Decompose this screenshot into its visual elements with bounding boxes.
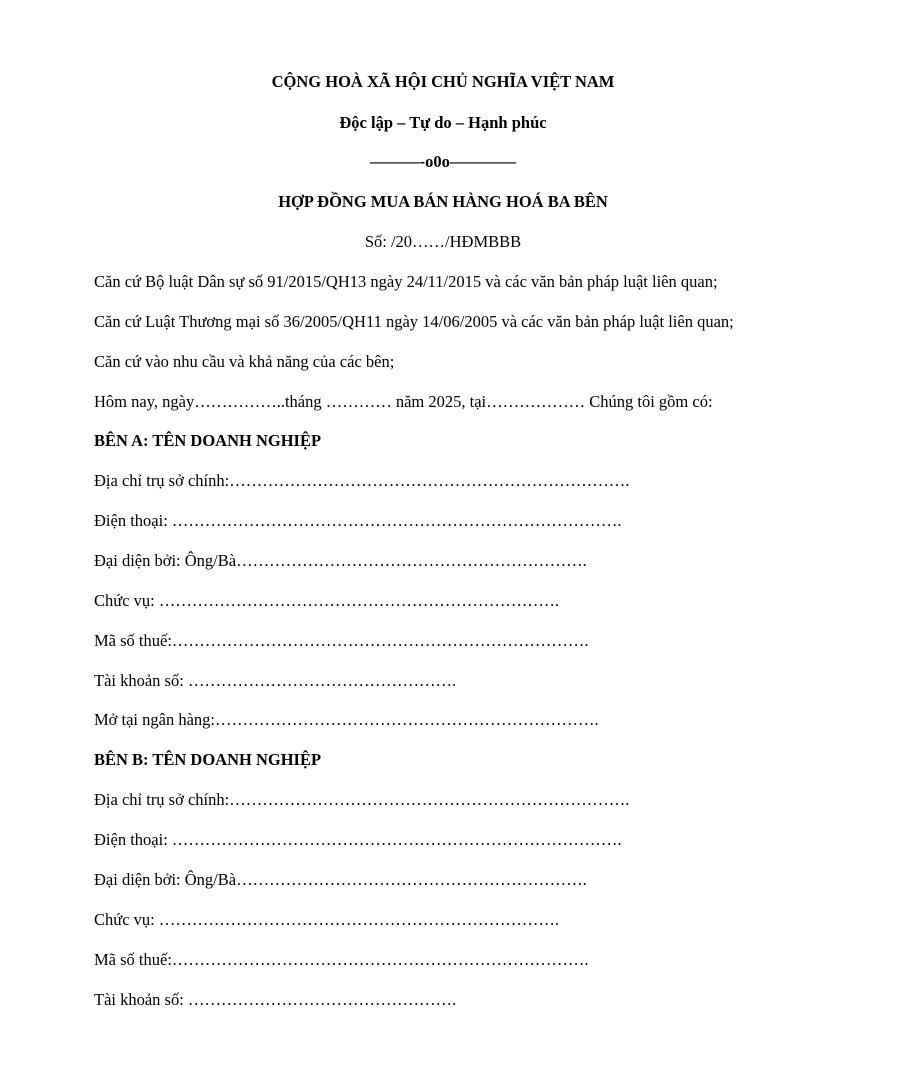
party-b-tax-code: Mã số thuế:…………………………………………………………………. [94,950,589,969]
party-b-heading: BÊN B: TÊN DOANH NGHIỆP [94,750,322,769]
party-a-phone: Điện thoại: ………………………………………………………………………. [94,511,622,530]
party-a-position: Chức vụ: ………………………………………………………………. [94,591,559,610]
party-a-tax-code: Mã số thuế:…………………………………………………………………. [94,631,589,650]
party-a-account-number: Tài khoản số: …………………………………………. [94,671,457,690]
party-b-representative: Đại diện bởi: Ông/Bà………………………………………………………. [94,870,587,889]
party-a-representative: Đại diện bởi: Ông/Bà………………………………………………………. [94,551,587,570]
motto: Độc lập – Tự do – Hạnh phúc [339,113,547,132]
party-b-position: Chức vụ: ………………………………………………………………. [94,910,559,929]
legal-basis-needs: Căn cứ vào nhu cầu và khả năng của các bên; [94,352,395,371]
party-b-account-number: Tài khoản số: …………………………………………. [94,990,457,1009]
contract-number: Số: /20……/HĐMBBB [364,232,522,251]
party-a-heading: BÊN A: TÊN DOANH NGHIỆP [94,431,322,450]
legal-basis-civil-code: Căn cứ Bộ luật Dân sự số 91/2015/QH13 ngày 24/11/2015 và các văn bản pháp luật liên quan; [94,272,718,291]
party-b-address: Địa chỉ trụ sở chính:………………………………………………………………. [94,790,630,809]
party-a-bank: Mở tại ngân hàng:……………………………………………………………. [94,710,599,729]
nation-heading: CỘNG HOÀ XÃ HỘI CHỦ NGHĨA VIỆT NAM [271,72,615,91]
contract-title: HỢP ĐỒNG MUA BÁN HÀNG HOÁ BA BÊN [278,192,608,211]
divider: ———-o0o———— [370,152,516,171]
party-a-address: Địa chỉ trụ sở chính:………………………………………………………………. [94,471,630,490]
legal-basis-commercial-law: Căn cứ Luật Thương mại số 36/2005/QH11 ngày 14/06/2005 và các văn bản pháp luật liên quan; [94,312,734,331]
party-b-phone: Điện thoại: ………………………………………………………………………. [94,830,622,849]
date-line: Hôm nay, ngày……………..tháng ………… năm 2025, tại……………… Chúng tôi gồm có: [94,392,713,411]
